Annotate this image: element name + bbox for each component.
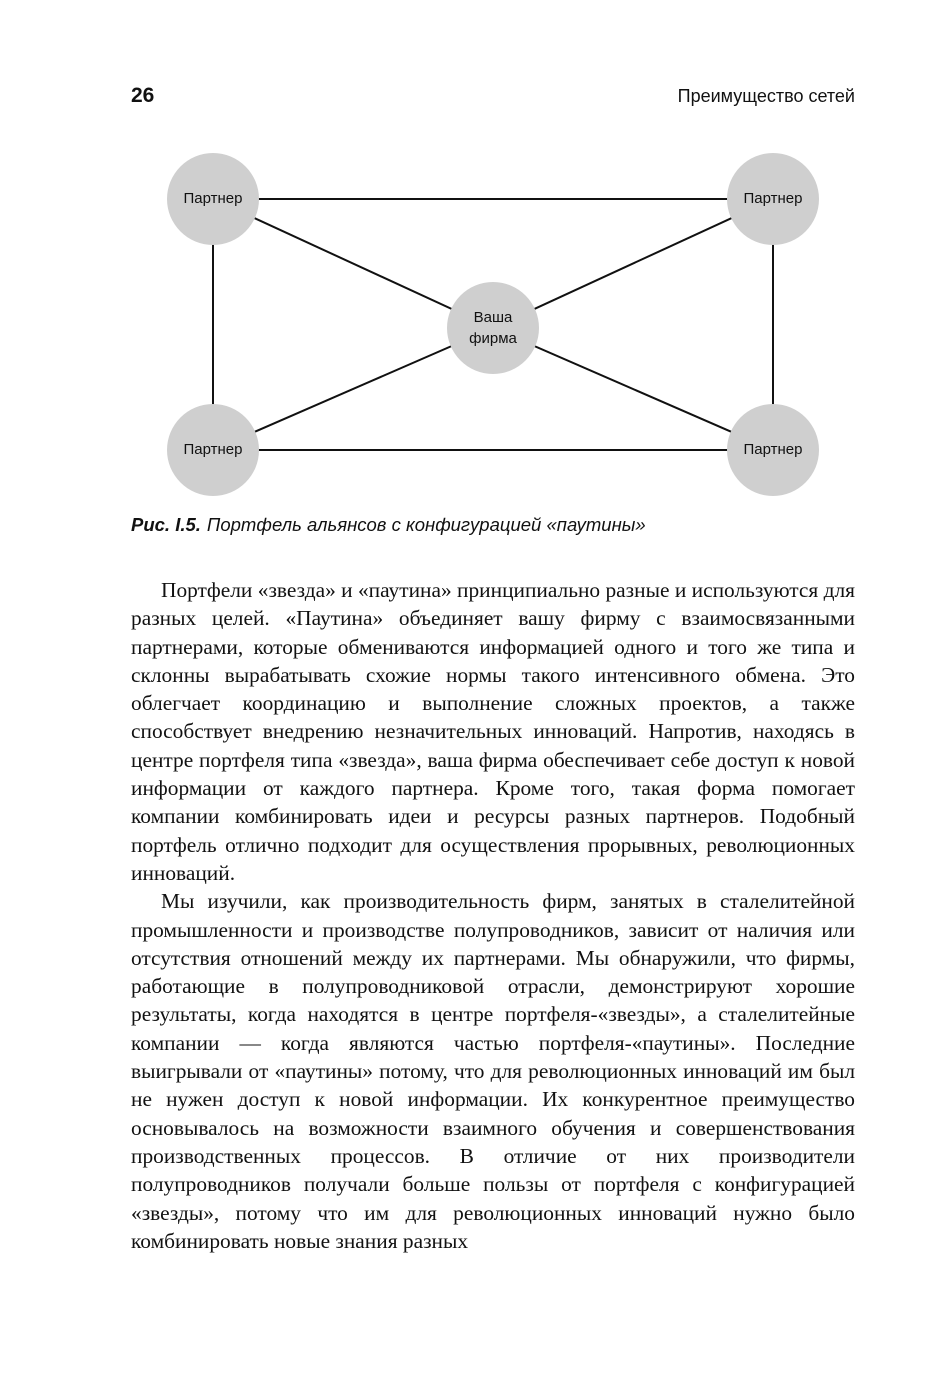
figure-caption-label: Рис. I.5. [131,514,201,535]
paragraph: Портфели «звезда» и «паутина» принципиально разные и используются для разных целей. «Паутина» объединяет вашу фирму с взаимосвязанными партнерами, которые обмениваются информацией одного и того же типа и склонны вырабатывать схожие нормы такого интенсивного обмена. Это облегчает координацию и выполнение сложных проектов, а также способствует внедрению незначительных инноваций. Напротив, находясь в центре портфеля типа «звезда», ваша фирма обеспечивает себе доступ к новой информации от каждого партнера. Кроме того, такая форма помогает компании комбинировать идеи и ресурсы разных партнеров. Подобный портфель отлично подходит для осуществления прорывных, революционных инноваций. [131,578,855,885]
page-header [131,84,855,114]
web-portfolio-diagram [0,140,951,510]
partner-label-top-left: Партнер [183,189,243,207]
partner-label-top-right: Партнер [743,189,803,207]
page-number: 26 [131,84,155,107]
edge-center-top-left [213,199,493,328]
your-firm-node [447,282,539,374]
partner-label-bottom-right: Партнер [743,440,803,458]
running-title: Преимущество сетей [677,86,855,106]
paragraph: Мы изучили, как производительность фирм, занятых в сталелитейной промышленности и производстве полупроводников, зависит от наличия или отсутствия отношений между их партнерами. Мы обнаружили, что фирмы, работающие в полупроводниковой отрасли, демонстрируют хорошие результаты, когда находятся в центре портфеля-«звезды», а сталелитейные компании — когда являются частью портфеля-«паутины». Последние выигрывали от «паутины» потому, что для революционных инноваций им был не нужен доступ к новой информации. Их конкурентное преимущество основывалось на возможности взаимного обучения и совершенствования производственных процессов. В отличие от них производители полупроводников получали больше пользы от портфеля с конфигурацией «звезды», потому что им для революционных инноваций нужно было комбинировать новые знания разных [131,889,855,1253]
your-firm-label-line2: фирма [469,329,517,347]
partner-label-bottom-left: Партнер [183,440,243,458]
body-text [131,576,855,1255]
figure-caption-text: Портфель альянсов с конфигурацией «паутины» [206,514,646,535]
figure-caption [131,514,646,536]
your-firm-label-line1: Ваша [473,308,513,326]
edge-center-top-right [493,199,773,328]
